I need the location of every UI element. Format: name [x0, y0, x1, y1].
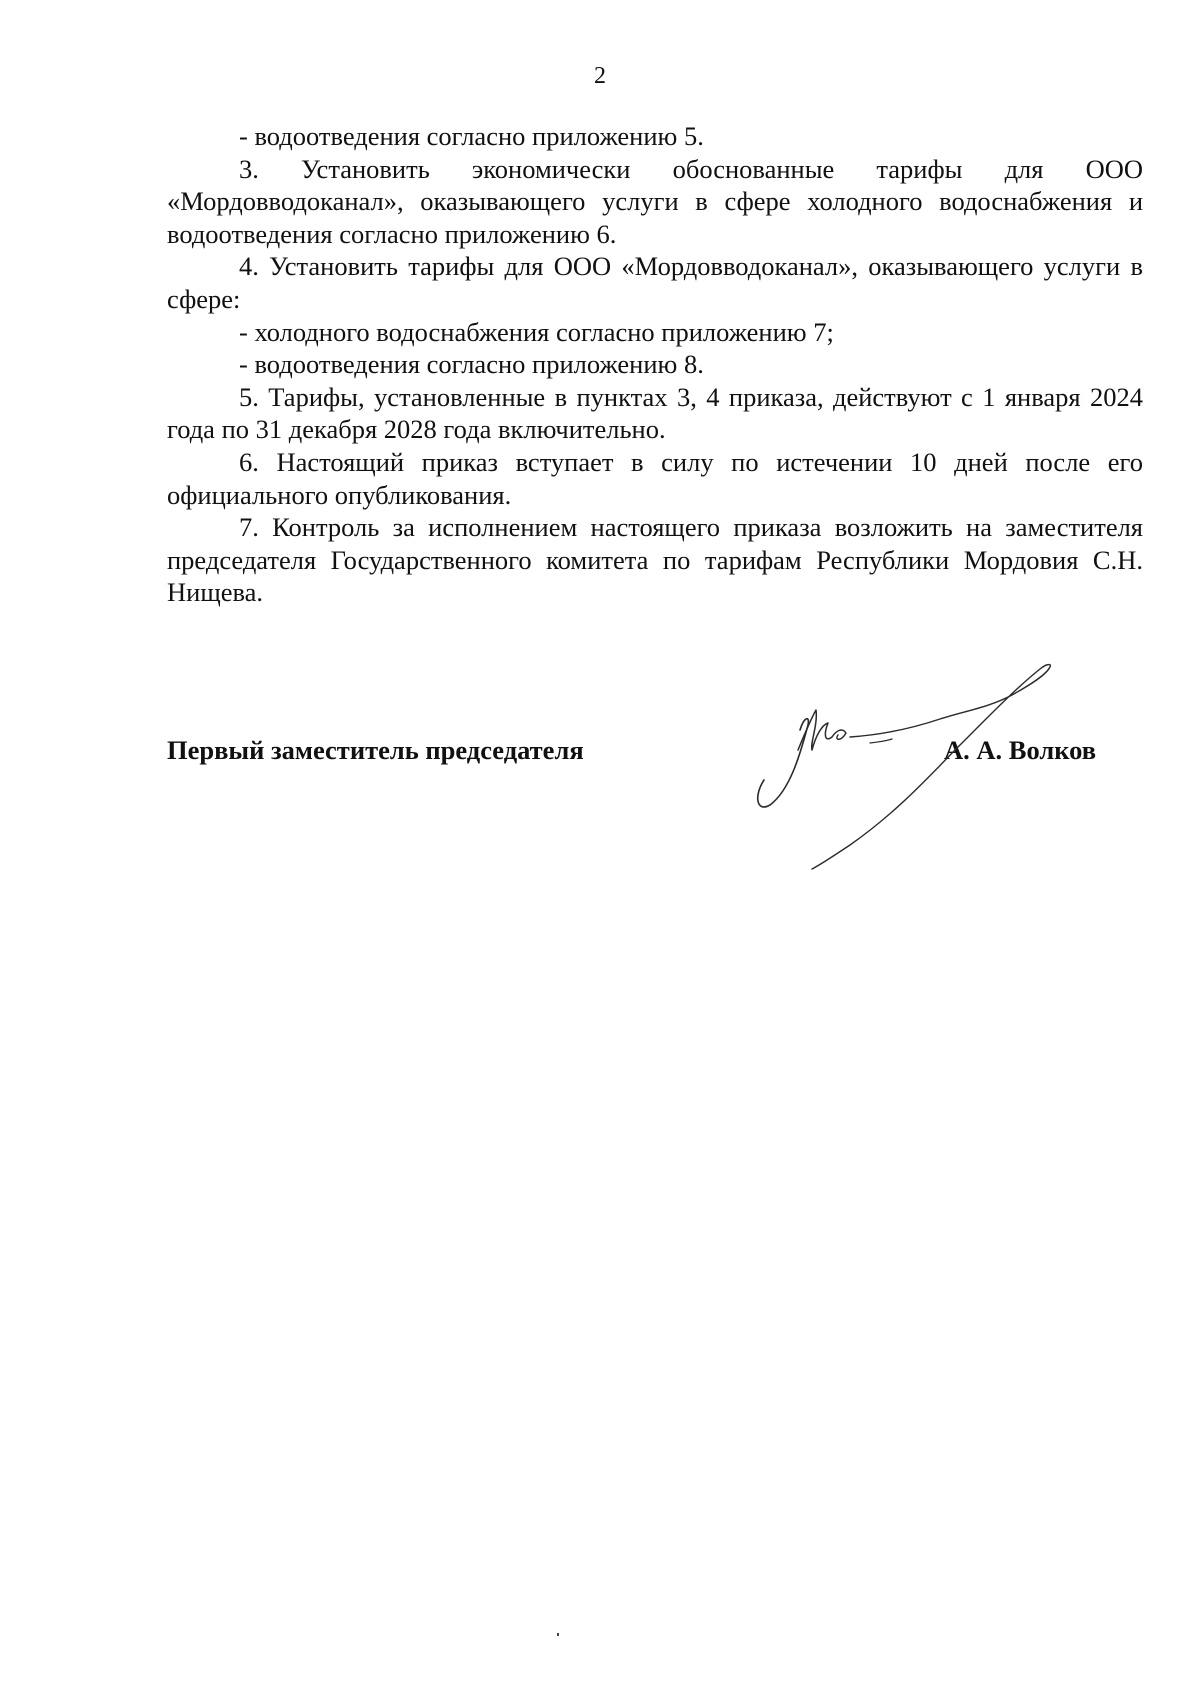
paragraph-item: 6. Настоящий приказ вступает в силу по истечении 10 дней после его официального опубликования.: [167, 446, 1143, 510]
scan-speck: [557, 1633, 559, 1636]
signatory-name: А. А. Волков: [944, 735, 1097, 765]
paragraph-item: 7. Контроль за исполнением настоящего приказа возложить на заместителя председателя Государственного комитета по тарифам Республики Мордовия С.Н. Нищева.: [167, 512, 1143, 608]
paragraph-item: 5. Тарифы, установленные в пунктах 3, 4 приказа, действуют с 1 января 2024 года по 31 декабря 2028 года включительно.: [167, 381, 1143, 445]
paragraph-item: 3. Установить экономически обоснованные тарифы для ООО «Мордовводоканал», оказывающего услуги в сфере холодного водоснабжения и водоотведения согласно приложению 6.: [167, 153, 1143, 249]
signatory-position: Первый заместитель председателя: [167, 735, 584, 765]
paragraph-item: - холодного водоснабжения согласно приложению 7;: [239, 316, 834, 347]
paragraph-item: 4. Установить тарифы для ООО «Мордовводоканал», оказывающего услуги в сфере:: [167, 251, 1143, 314]
page-number: 2: [594, 63, 606, 89]
handwritten-signature-icon: [750, 655, 1100, 870]
paragraph-item: - водоотведения согласно приложению 5.: [239, 121, 704, 151]
document-body: [167, 120, 1143, 609]
paragraph-item: - водоотведения согласно приложению 8.: [239, 349, 704, 380]
